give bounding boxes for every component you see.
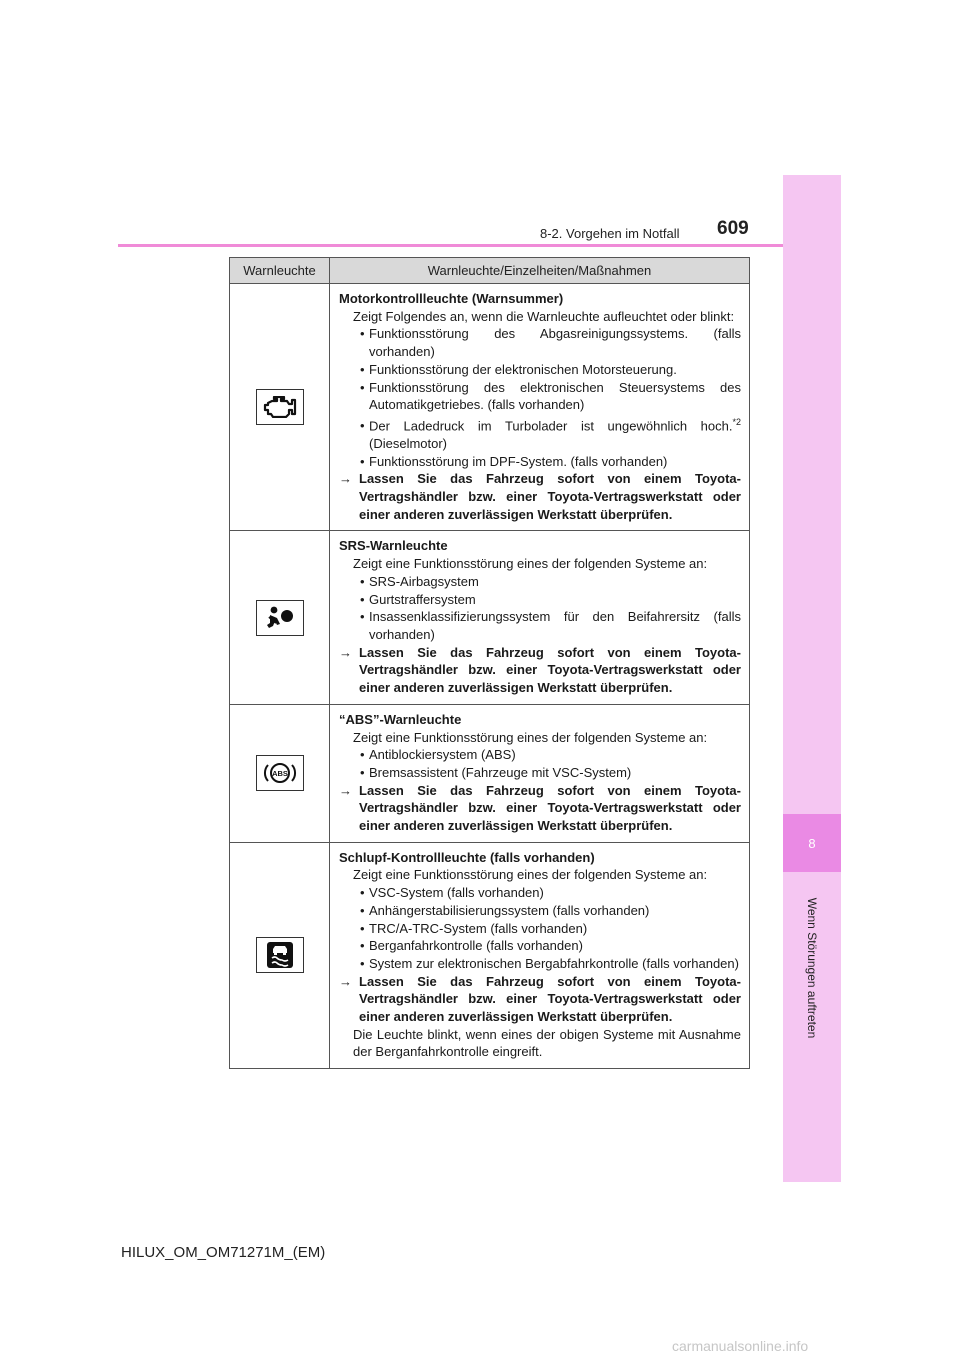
list-item: • Funktionsstörung des Abgasreinigungssystems. (falls vorhanden) <box>339 325 741 360</box>
action-text-content: Lassen Sie das Fahrzeug sofort von einem Toyota-Vertragshändler bzw. einer Toyota-Vertragswerkstatt oder einer anderen zuverlässigen Werkstatt überprüfen. <box>359 973 741 1025</box>
row-intro: Zeigt eine Funktionsstörung eines der folgenden Systeme an: <box>353 867 708 883</box>
list-item: • VSC-System (falls vorhanden) <box>339 884 741 902</box>
list-item: • Insassenklassifizierungssystem für den Beifahrersitz (falls vorhanden) <box>339 608 741 643</box>
list-item: • Funktionsstörung der elektronischen Motorsteuerung. <box>339 361 741 379</box>
table-row <box>230 704 750 842</box>
table-row <box>230 842 750 1068</box>
list-item: • Bremsassistent (Fahrzeuge mit VSC-System) <box>339 764 741 782</box>
row-title: Motorkontrollleuchte (Warnsummer) <box>339 291 564 306</box>
action-text-content: Lassen Sie das Fahrzeug sofort von einem Toyota-Vertragshändler bzw. einer Toyota-Vertragswerkstatt oder einer anderen zuverlässigen Werkstatt überprüfen. <box>359 644 741 696</box>
warning-light-table <box>229 257 750 1069</box>
arrow-icon: → <box>339 471 352 487</box>
list-item: • System zur elektronischen Bergabfahrkontrolle (falls vorhanden) <box>339 955 741 973</box>
icon-cell <box>230 284 330 531</box>
watermark-text: carmanualsonline.info <box>672 1338 809 1354</box>
page-number: 609 <box>717 218 749 239</box>
action-text <box>339 782 741 835</box>
list-item: • Berganfahrkontrolle (falls vorhanden) <box>339 937 741 955</box>
details-cell <box>330 842 750 1068</box>
list-item: • Antiblockiersystem (ABS) <box>339 746 741 764</box>
chapter-label: Wenn Störungen auftreten <box>805 897 819 1039</box>
action-text <box>339 644 741 697</box>
section-title: 8-2. Vorgehen im Notfall <box>540 226 680 241</box>
table-row <box>230 284 750 531</box>
arrow-icon: → <box>339 782 352 798</box>
action-text <box>339 973 741 1026</box>
row-title: “ABS”-Warnleuchte <box>339 711 462 727</box>
action-text-content: Lassen Sie das Fahrzeug sofort von einem Toyota-Vertragshändler bzw. einer Toyota-Vertragswerkstatt oder einer anderen zuverlässigen Werkstatt überprüfen. <box>359 471 741 522</box>
row-title: Schlupf-Kontrollleuchte (falls vorhanden) <box>339 849 595 865</box>
table-header-row <box>230 258 750 284</box>
arrow-icon: → <box>339 644 352 660</box>
list-item: • SRS-Airbagsystem <box>339 573 741 591</box>
abs-icon-label: ABS <box>271 769 288 779</box>
footnote-marker: *2 <box>732 416 741 427</box>
row-title: SRS-Warnleuchte <box>339 538 448 554</box>
document-id: HILUX_OM_OM71271M_(EM) <box>121 1244 326 1261</box>
table-row <box>230 531 750 704</box>
action-text-content: Lassen Sie das Fahrzeug sofort von einem Toyota-Vertragshändler bzw. einer Toyota-Vertragswerkstatt oder einer anderen zuverlässigen Werkstatt überprüfen. <box>359 782 741 834</box>
icon-cell <box>230 531 330 704</box>
arrow-icon: → <box>339 973 352 989</box>
row-intro: Zeigt Folgendes an, wenn die Warnleuchte aufleuchtet oder blinkt: <box>353 308 735 324</box>
row-note: Die Leuchte blinkt, wenn eines der obigen Systeme mit Ausnahme der Berganfahrkontrolle eingreift. <box>353 1026 741 1060</box>
list-item: • Gurtstraffersystem <box>339 591 741 609</box>
row-intro: Zeigt eine Funktionsstörung eines der folgenden Systeme an: <box>353 556 708 572</box>
details-cell <box>330 284 750 531</box>
column-header-warning-light: Warnleuchte <box>230 258 330 284</box>
column-header-details: Warnleuchte/Einzelheiten/Maßnahmen <box>330 258 750 284</box>
chapter-number: 8 <box>783 814 841 872</box>
list-item: • Anhängerstabilisierungssystem (falls vorhanden) <box>339 902 741 920</box>
list-item: • Funktionsstörung im DPF-System. (falls vorhanden) <box>339 453 741 471</box>
engine-icon <box>256 389 304 425</box>
icon-cell <box>230 842 330 1068</box>
list-item <box>339 414 741 453</box>
details-cell <box>330 704 750 842</box>
slip-indicator-icon <box>256 937 304 973</box>
header-rule <box>118 244 783 247</box>
list-item: • TRC/A-TRC-System (falls vorhanden) <box>339 920 741 938</box>
icon-cell <box>230 704 330 842</box>
list-item-suffix: (Dieselmotor) <box>369 435 448 451</box>
list-item: • Funktionsstörung des elektronischen Steuersystems des Automatikgetriebes. (falls vorhanden) <box>339 379 741 414</box>
details-cell <box>330 531 750 704</box>
row-intro: Zeigt eine Funktionsstörung eines der folgenden Systeme an: <box>353 729 708 745</box>
action-text <box>339 470 741 523</box>
airbag-icon <box>256 600 304 636</box>
abs-icon <box>256 755 304 791</box>
list-item-text: Der Ladedruck im Turbolader ist ungewöhnlich hoch. <box>369 418 733 434</box>
